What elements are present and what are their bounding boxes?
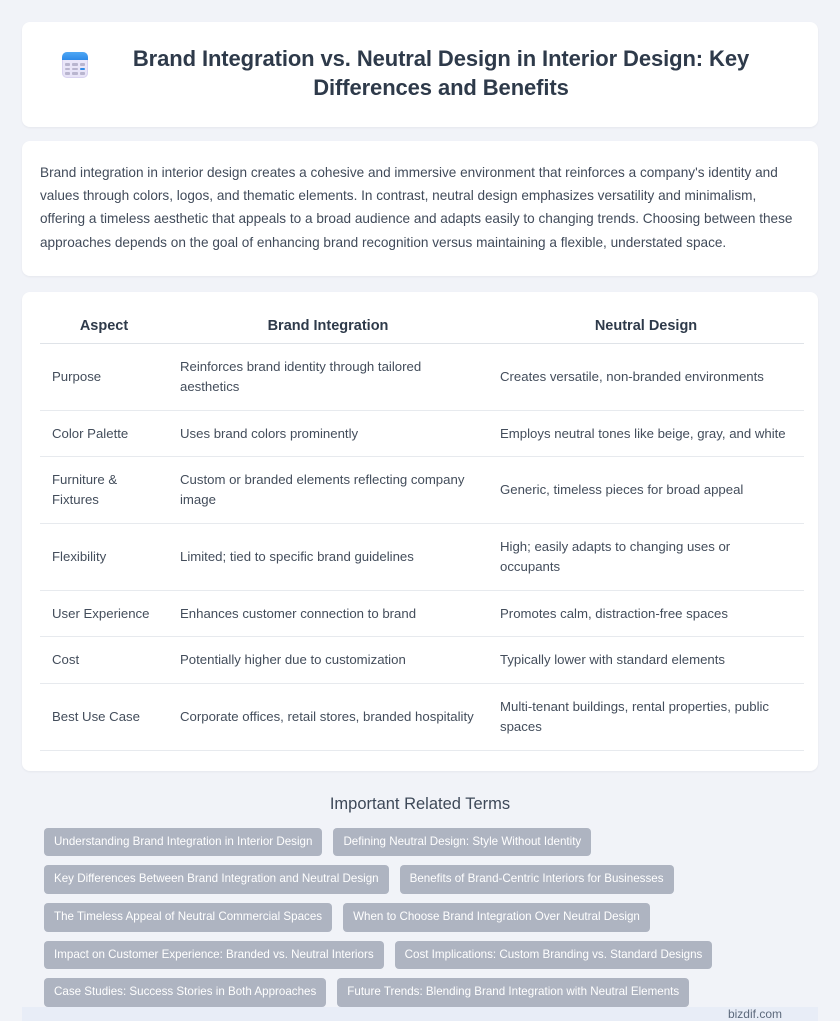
related-term-tag[interactable]: Case Studies: Success Stories in Both Approaches [44, 978, 326, 1007]
cell-neutral-design: Promotes calm, distraction-free spaces [488, 590, 804, 637]
related-term-tag[interactable]: The Timeless Appeal of Neutral Commercial Spaces [44, 903, 332, 932]
cell-neutral-design: Generic, timeless pieces for broad appeal [488, 457, 804, 524]
page-title: Brand Integration vs. Neutral Design in Interior Design: Key Differences and Benefits [132, 46, 750, 101]
cell-brand-integration: Uses brand colors prominently [168, 410, 488, 457]
header-inner [62, 44, 778, 103]
table-row [40, 590, 804, 637]
comparison-table [40, 314, 804, 751]
cell-brand-integration: Limited; tied to specific brand guidelines [168, 523, 488, 590]
cell-neutral-design: Typically lower with standard elements [488, 637, 804, 684]
cell-aspect: Flexibility [40, 523, 168, 590]
calendar-cell [80, 63, 85, 66]
header-card [22, 22, 818, 127]
cell-neutral-design: High; easily adapts to changing uses or occupants [488, 523, 804, 590]
cell-aspect: Cost [40, 637, 168, 684]
calendar-cell [72, 72, 77, 75]
comparison-table-card [22, 292, 818, 771]
cell-brand-integration: Corporate offices, retail stores, branded hospitality [168, 684, 488, 751]
related-term-tag[interactable]: Defining Neutral Design: Style Without Identity [333, 828, 591, 857]
calendar-cell [65, 63, 70, 66]
related-term-tag[interactable]: Future Trends: Blending Brand Integration with Neutral Elements [337, 978, 689, 1007]
footer-site-name: bizdif.com [727, 1006, 782, 1021]
related-terms-section [22, 785, 818, 1007]
related-term-tag[interactable]: Cost Implications: Custom Branding vs. Standard Designs [395, 941, 713, 970]
table-row [40, 637, 804, 684]
table-row [40, 344, 804, 411]
related-term-tag[interactable]: Understanding Brand Integration in Interior Design [44, 828, 322, 857]
calendar-icon-header-bar [62, 52, 88, 60]
cell-neutral-design: Employs neutral tones like beige, gray, and white [488, 410, 804, 457]
cell-neutral-design: Creates versatile, non-branded environments [488, 344, 804, 411]
related-terms-title: Important Related Terms [329, 794, 511, 813]
cell-aspect: Furniture & Fixtures [40, 457, 168, 524]
calendar-icon [62, 52, 88, 78]
table-body [40, 344, 804, 751]
description-card [22, 141, 818, 277]
cell-aspect: Purpose [40, 344, 168, 411]
cell-brand-integration: Enhances customer connection to brand [168, 590, 488, 637]
description-text: Brand integration in interior design creates a cohesive and immersive environment that reinforces a company's identity and values through colors, logos, and thematic elements. In contrast, neutral design emphasizes versatility and minimalism, offering a timeless aesthetic that appeals to a broad audience and adapts easily to changing trends. Choosing between these approaches depends on the goal of enhancing brand recognition versus maintaining a flexible, understated space. [40, 164, 793, 250]
related-term-tag[interactable]: Key Differences Between Brand Integration and Neutral Design [44, 865, 389, 894]
calendar-icon-date-grid [65, 63, 85, 75]
table-row [40, 410, 804, 457]
cell-brand-integration: Custom or branded elements reflecting company image [168, 457, 488, 524]
cell-aspect: Color Palette [40, 410, 168, 457]
table-head [40, 314, 804, 344]
related-term-tag[interactable]: When to Choose Brand Integration Over Neutral Design [343, 903, 650, 932]
related-terms-tag-list [44, 828, 796, 1007]
table-row [40, 684, 804, 751]
calendar-cell [80, 72, 85, 75]
column-header-brand-integration: Brand Integration [168, 314, 488, 344]
cell-aspect: Best Use Case [40, 684, 168, 751]
cell-brand-integration: Potentially higher due to customization [168, 637, 488, 684]
calendar-cell [65, 72, 70, 75]
footer-bar [22, 1007, 818, 1021]
calendar-cell [72, 63, 77, 66]
calendar-cell-highlighted [80, 68, 85, 71]
table-row [40, 523, 804, 590]
calendar-cell [72, 68, 77, 71]
column-header-neutral-design: Neutral Design [488, 314, 804, 344]
cell-neutral-design: Multi-tenant buildings, rental properties, public spaces [488, 684, 804, 751]
calendar-cell [65, 68, 70, 71]
related-term-tag[interactable]: Impact on Customer Experience: Branded vs. Neutral Interiors [44, 941, 384, 970]
cell-aspect: User Experience [40, 590, 168, 637]
related-term-tag[interactable]: Benefits of Brand-Centric Interiors for Businesses [400, 865, 674, 894]
cell-brand-integration: Reinforces brand identity through tailored aesthetics [168, 344, 488, 411]
table-row [40, 457, 804, 524]
column-header-aspect: Aspect [40, 314, 168, 344]
table-header-row [40, 314, 804, 344]
